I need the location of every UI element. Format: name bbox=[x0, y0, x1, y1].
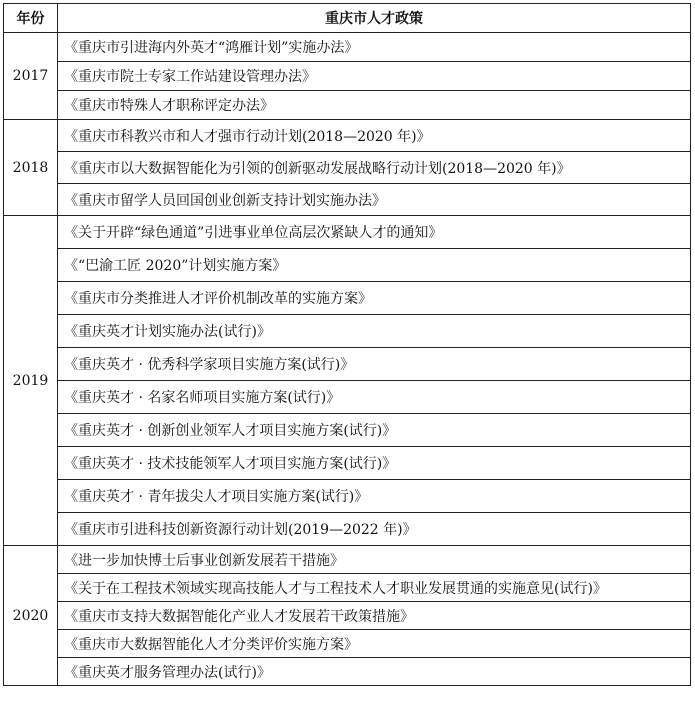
policy-cell: 《关于开辟“绿色通道”引进事业单位高层次紧缺人才的通知》 bbox=[58, 216, 691, 249]
policy-cell: 《重庆市科教兴市和人才强市行动计划(2018—2020 年)》 bbox=[58, 120, 691, 152]
policy-cell: 《重庆市特殊人才职称评定办法》 bbox=[58, 91, 691, 120]
table-row bbox=[4, 546, 691, 574]
policy-column-header: 重庆市人才政策 bbox=[58, 4, 691, 33]
policy-cell: 《重庆英才 · 技术技能领军人才项目实施方案(试行)》 bbox=[58, 447, 691, 480]
policy-cell: 《重庆英才 · 创新创业领军人才项目实施方案(试行)》 bbox=[58, 414, 691, 447]
policy-cell: 《重庆英才 · 优秀科学家项目实施方案(试行)》 bbox=[58, 348, 691, 381]
policy-cell: 《重庆市院士专家工作站建设管理办法》 bbox=[58, 62, 691, 91]
policy-cell: 《重庆市以大数据智能化为引领的创新驱动发展战略行动计划(2018—2020 年)》 bbox=[58, 152, 691, 184]
table-row bbox=[4, 282, 691, 315]
policy-cell: 《重庆市分类推进人才评价机制改革的实施方案》 bbox=[58, 282, 691, 315]
policy-cell: 《重庆市大数据智能化人才分类评价实施方案》 bbox=[58, 630, 691, 658]
table-row bbox=[4, 152, 691, 184]
table-row bbox=[4, 33, 691, 62]
table-row bbox=[4, 249, 691, 282]
table-row bbox=[4, 62, 691, 91]
table-row bbox=[4, 184, 691, 216]
table-row bbox=[4, 513, 691, 546]
table-row bbox=[4, 414, 691, 447]
policy-table bbox=[3, 3, 691, 686]
table-row bbox=[4, 447, 691, 480]
table-row bbox=[4, 216, 691, 249]
table-row bbox=[4, 348, 691, 381]
table-row bbox=[4, 658, 691, 686]
policy-cell: 《重庆英才 · 青年拔尖人才项目实施方案(试行)》 bbox=[58, 480, 691, 513]
table-row bbox=[4, 574, 691, 602]
table-row bbox=[4, 480, 691, 513]
table-row bbox=[4, 91, 691, 120]
policy-cell: 《重庆市留学人员回国创业创新支持计划实施办法》 bbox=[58, 184, 691, 216]
year-cell-2020: 2020 bbox=[4, 546, 58, 686]
policy-cell: 《进一步加快博士后事业创新发展若干措施》 bbox=[58, 546, 691, 574]
table-row bbox=[4, 381, 691, 414]
policy-cell: 《重庆市引进海内外英才“鸿雁计划”实施办法》 bbox=[58, 33, 691, 62]
policy-cell: 《重庆市引进科技创新资源行动计划(2019—2022 年)》 bbox=[58, 513, 691, 546]
year-cell-2018: 2018 bbox=[4, 120, 58, 216]
table-row bbox=[4, 602, 691, 630]
table-row bbox=[4, 315, 691, 348]
policy-cell: 《关于在工程技术领域实现高技能人才与工程技术人才职业发展贯通的实施意见(试行)》 bbox=[58, 574, 691, 602]
table-row bbox=[4, 120, 691, 152]
policy-cell: 《重庆英才 · 名家名师项目实施方案(试行)》 bbox=[58, 381, 691, 414]
year-column-header: 年份 bbox=[4, 4, 58, 33]
header-row bbox=[4, 4, 691, 33]
policy-cell: 《重庆英才服务管理办法(试行)》 bbox=[58, 658, 691, 686]
table-row bbox=[4, 630, 691, 658]
policy-cell: 《“巴渝工匠 2020”计划实施方案》 bbox=[58, 249, 691, 282]
year-cell-2019: 2019 bbox=[4, 216, 58, 546]
year-cell-2017: 2017 bbox=[4, 33, 58, 120]
policy-cell: 《重庆英才计划实施办法(试行)》 bbox=[58, 315, 691, 348]
policy-cell: 《重庆市支持大数据智能化产业人才发展若干政策措施》 bbox=[58, 602, 691, 630]
